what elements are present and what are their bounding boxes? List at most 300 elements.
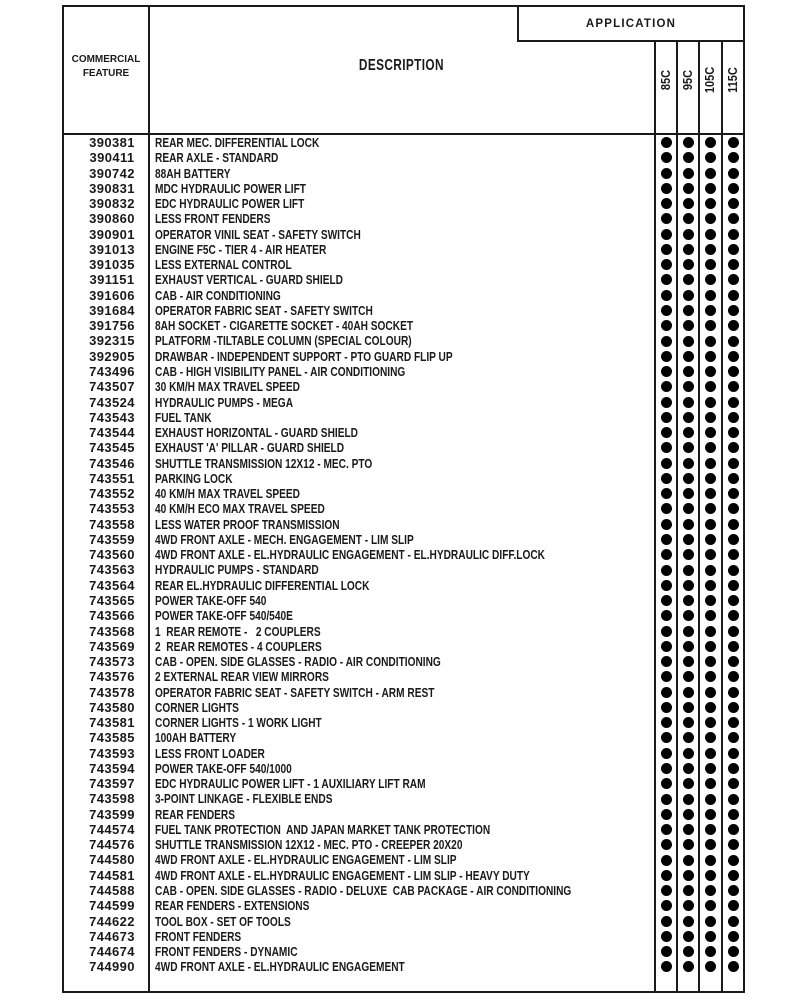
application-dot [728,595,739,606]
feature-code: 743594 [89,760,135,776]
application-dot [661,427,672,438]
application-dot [705,885,716,896]
application-dot [728,473,739,484]
table-row [64,242,743,257]
feature-code: 743553 [89,501,135,517]
application-dot [661,274,672,285]
application-dot [661,626,672,637]
application-dot [728,702,739,713]
application-dot [661,641,672,652]
application-dot [661,473,672,484]
feature-code: 744588 [89,883,135,899]
application-dot [705,198,716,209]
application-dot [705,137,716,148]
feature-code: 391013 [89,241,135,257]
application-dot [661,595,672,606]
application-dot [683,381,694,392]
table-row [64,425,743,440]
feature-code: 743585 [89,730,135,746]
application-dot [683,885,694,896]
application-dot [705,626,716,637]
application-dot [661,900,672,911]
application-dot [705,748,716,759]
application-dot [683,442,694,453]
table-row [64,471,743,486]
application-dot [705,152,716,163]
feature-code: 391151 [89,272,135,288]
application-dot [683,610,694,621]
feature-code: 391756 [89,318,135,334]
application-dot [728,626,739,637]
application-dot [728,961,739,972]
application-dot [728,336,739,347]
application-dot [728,687,739,698]
application-dot [683,565,694,576]
feature-code: 392905 [89,348,135,364]
application-dot [683,931,694,942]
feature-code: 743576 [89,669,135,685]
feature-description: SHUTTLE TRANSMISSION 12X12 - MEC. PTO [155,455,373,471]
application-dot [683,961,694,972]
feature-code: 743593 [89,745,135,761]
application-dot [705,809,716,820]
application-dot [683,412,694,423]
application-dot [705,351,716,362]
table-row [64,593,743,608]
commercial-feature-header [64,52,148,80]
table-row [64,852,743,867]
features-table [62,5,745,993]
feature-code: 390832 [89,196,135,212]
feature-description: HYDRAULIC PUMPS - MEGA [155,394,294,410]
application-dot [728,320,739,331]
application-dot [705,778,716,789]
feature-description: 4WD FRONT AXLE - EL.HYDRAULIC ENGAGEMENT - LIM SLIP [155,852,457,868]
application-dot [705,473,716,484]
application-dot [705,794,716,805]
feature-code: 390411 [89,150,135,166]
table-row [64,288,743,303]
feature-code: 743496 [89,363,135,379]
application-dot [705,244,716,255]
application-dot [661,702,672,713]
application-dot [705,855,716,866]
application-dot [683,946,694,957]
table-row [64,959,743,974]
application-dot [683,320,694,331]
table-row [64,486,743,501]
application-dot [661,671,672,682]
application-dot [683,702,694,713]
application-dot [728,351,739,362]
application-dot [728,458,739,469]
application-dot [683,183,694,194]
description-header-cell [150,7,652,125]
application-dot [705,961,716,972]
application-dot [683,274,694,285]
application-dot [661,931,672,942]
application-dot [683,687,694,698]
application-dot [661,168,672,179]
table-row [64,410,743,425]
application-dot [661,763,672,774]
table-row [64,349,743,364]
application-dot [705,916,716,927]
application-dot [661,534,672,545]
table-row [64,746,743,761]
application-dot [728,839,739,850]
table-row [64,501,743,516]
application-dot [705,931,716,942]
application-dot [661,809,672,820]
description-header-label: DESCRIPTION [358,57,444,74]
feature-code: 743552 [89,486,135,502]
application-dot [661,366,672,377]
application-dot [683,656,694,667]
application-dot [683,778,694,789]
feature-code: 743573 [89,654,135,670]
feature-code: 743544 [89,425,135,441]
application-dot [728,580,739,591]
feature-description: EXHAUST VERTICAL - GUARD SHIELD [155,272,343,288]
feature-code: 743545 [89,440,135,456]
table-row [64,272,743,287]
application-dot [728,610,739,621]
application-dot [705,259,716,270]
table-row [64,868,743,883]
application-dot [661,488,672,499]
table-row [64,883,743,898]
application-dot [728,519,739,530]
application-dot [705,839,716,850]
application-dot [728,259,739,270]
application-dot [728,748,739,759]
application-dot [705,549,716,560]
feature-description: OPERATOR FABRIC SEAT - SAFETY SWITCH [155,302,373,318]
application-dot [683,809,694,820]
application-header-label: APPLICATION [585,17,677,30]
application-dot [705,763,716,774]
application-dot [705,702,716,713]
application-dot [661,442,672,453]
application-dot [661,549,672,560]
model-column-label-105c: 105C [703,66,717,94]
application-dot [728,732,739,743]
feature-description: LESS WATER PROOF TRANSMISSION [155,516,340,532]
table-row [64,914,743,929]
application-dot [705,687,716,698]
feature-code: 743559 [89,531,135,547]
feature-description: SHUTTLE TRANSMISSION 12X12 - MEC. PTO - CREEPER 20X20 [155,837,463,853]
feature-description: POWER TAKE-OFF 540/1000 [155,760,292,776]
application-dot [661,732,672,743]
application-dot [705,213,716,224]
application-dot [728,916,739,927]
table-row [64,181,743,196]
application-dot [683,213,694,224]
application-dot [728,412,739,423]
feature-code: 744581 [89,867,135,883]
feature-code: 390831 [89,180,135,196]
application-dot [705,412,716,423]
feature-code: 743578 [89,684,135,700]
application-dot [728,656,739,667]
table-row [64,807,743,822]
feature-description: 4WD FRONT AXLE - MECH. ENGAGEMENT - LIM SLIP [155,531,414,547]
feature-description: EXHAUST HORIZONTAL - GUARD SHIELD [155,425,358,441]
application-dot [705,732,716,743]
feature-code: 743543 [89,409,135,425]
table-row [64,761,743,776]
application-dot [661,320,672,331]
application-dot [683,366,694,377]
application-dot [728,778,739,789]
application-dot [683,900,694,911]
application-dot [728,198,739,209]
application-dot [728,855,739,866]
application-dot [728,946,739,957]
commercial-feature-header-line1: COMMERCIAL [71,53,141,65]
feature-description: 3-POINT LINKAGE - FLEXIBLE ENDS [155,791,333,807]
feature-description: FRONT FENDERS - DYNAMIC [155,944,298,960]
application-dot [683,855,694,866]
application-dot [728,870,739,881]
table-row [64,944,743,959]
application-dot [683,839,694,850]
model-column-label-115c: 115C [726,67,740,93]
application-dot [728,641,739,652]
application-dot [728,381,739,392]
application-dot [705,534,716,545]
feature-description: LESS FRONT LOADER [155,745,265,761]
feature-description: FUEL TANK PROTECTION AND JAPAN MARKET TANK PROTECTION [155,821,491,837]
table-row [64,685,743,700]
application-dot [705,290,716,301]
feature-description: EDC HYDRAULIC POWER LIFT [155,196,305,212]
application-dot [705,366,716,377]
application-dot [705,427,716,438]
application-dot [728,565,739,576]
feature-description: OPERATOR FABRIC SEAT - SAFETY SWITCH - ARM REST [155,684,435,700]
application-dot [683,168,694,179]
application-dot [705,900,716,911]
feature-description: 30 KM/H MAX TRAVEL SPEED [155,379,300,395]
application-dot [705,656,716,667]
application-dot [683,198,694,209]
application-dot [683,549,694,560]
feature-description: 100AH BATTERY [155,730,237,746]
application-dot [705,671,716,682]
application-dot [705,870,716,881]
feature-description: CAB - OPEN. SIDE GLASSES - RADIO - DELUXE CAB PACKAGE - AIR CONDITIONING [155,883,572,899]
application-dot [661,961,672,972]
feature-code: 743546 [89,455,135,471]
feature-code: 390381 [89,135,135,150]
feature-code: 743560 [89,547,135,563]
table-row [64,669,743,684]
application-dot [728,137,739,148]
feature-code: 744576 [89,837,135,853]
table-row [64,624,743,639]
feature-code: 390860 [89,211,135,227]
application-dot [683,244,694,255]
application-dot [683,794,694,805]
feature-code: 743599 [89,806,135,822]
application-dot [728,168,739,179]
table-row [64,532,743,547]
feature-code: 744574 [89,821,135,837]
feature-description: ENGINE F5C - TIER 4 - AIR HEATER [155,241,327,257]
application-dot [661,717,672,728]
application-dot [728,305,739,316]
feature-description: DRAWBAR - INDEPENDENT SUPPORT - PTO GUARD FLIP UP [155,348,453,364]
table-row [64,715,743,730]
application-dot [683,473,694,484]
application-dot [728,229,739,240]
application-dot [661,748,672,759]
feature-code: 743598 [89,791,135,807]
application-dot [661,336,672,347]
application-dot [728,442,739,453]
application-dot [728,503,739,514]
application-dot [661,458,672,469]
application-dot [728,534,739,545]
feature-description: OPERATOR VINIL SEAT - SAFETY SWITCH [155,226,361,242]
feature-description: LESS EXTERNAL CONTROL [155,257,292,273]
feature-description: CAB - AIR CONDITIONING [155,287,281,303]
feature-code: 391606 [89,287,135,303]
table-row [64,562,743,577]
application-dot [661,305,672,316]
feature-description: POWER TAKE-OFF 540 [155,592,267,608]
feature-description: CAB - OPEN. SIDE GLASSES - RADIO - AIR CONDITIONING [155,654,441,670]
application-dot [661,778,672,789]
application-dot [728,794,739,805]
table-row [64,166,743,181]
feature-description: REAR FENDERS [155,806,236,822]
application-dot [728,809,739,820]
application-dot [683,580,694,591]
feature-description: 2 EXTERNAL REAR VIEW MIRRORS [155,669,329,685]
feature-description: HYDRAULIC PUMPS - STANDARD [155,562,319,578]
application-dot [683,488,694,499]
feature-code: 743507 [89,379,135,395]
application-dot [705,488,716,499]
application-dot [661,381,672,392]
application-dot [728,931,739,942]
table-row [64,837,743,852]
model-column-label-95c: 95C [681,69,695,91]
table-row [64,700,743,715]
feature-description: CORNER LIGHTS [155,699,239,715]
feature-code: 743580 [89,699,135,715]
table-row [64,135,743,150]
table-row [64,318,743,333]
application-dot [728,290,739,301]
table-row [64,547,743,562]
feature-description: 4WD FRONT AXLE - EL.HYDRAULIC ENGAGEMENT - EL.HYDRAULIC DIFF.LOCK [155,547,546,563]
feature-code: 743565 [89,592,135,608]
application-dot [661,259,672,270]
application-dot [705,183,716,194]
feature-code: 744580 [89,852,135,868]
application-dot [728,244,739,255]
application-dot [728,885,739,896]
feature-code: 744673 [89,928,135,944]
model-column-label-85c: 85C [659,69,673,91]
application-dot [661,137,672,148]
application-dot [728,213,739,224]
application-dot [661,152,672,163]
application-dot [683,427,694,438]
application-dot [683,152,694,163]
feature-code: 743568 [89,623,135,639]
application-dot [728,488,739,499]
application-dot [728,152,739,163]
application-dot [728,671,739,682]
table-row [64,303,743,318]
feature-code: 744674 [89,944,135,960]
table-row [64,227,743,242]
application-dot [683,748,694,759]
feature-description: CORNER LIGHTS - 1 WORK LIGHT [155,715,322,731]
application-dot [705,565,716,576]
application-dot [661,351,672,362]
table-row [64,639,743,654]
table-row [64,379,743,394]
feature-description: REAR EL.HYDRAULIC DIFFERENTIAL LOCK [155,577,370,593]
application-dot [705,229,716,240]
feature-code: 743581 [89,715,135,731]
application-dot [661,565,672,576]
feature-code: 392315 [89,333,135,349]
application-dot [728,397,739,408]
feature-description: 1 REAR REMOTE - 2 COUPLERS [155,623,321,639]
application-dot [705,946,716,957]
application-dot [683,671,694,682]
application-dot [728,900,739,911]
application-dot [661,794,672,805]
table-row [64,791,743,806]
application-dot [661,824,672,835]
table-row [64,395,743,410]
feature-code: 743558 [89,516,135,532]
feature-description: POWER TAKE-OFF 540/540E [155,608,293,624]
feature-code: 390742 [89,165,135,181]
feature-description: PLATFORM -TILTABLE COLUMN (SPECIAL COLOUR) [155,333,412,349]
feature-description: 88AH BATTERY [155,165,231,181]
table-row [64,929,743,944]
feature-description: REAR FENDERS - EXTENSIONS [155,898,310,914]
application-dot [683,229,694,240]
feature-description: FRONT FENDERS [155,928,242,944]
application-dot [683,137,694,148]
application-dot [661,580,672,591]
application-dot [705,168,716,179]
feature-description: 40 KM/H ECO MAX TRAVEL SPEED [155,501,325,517]
feature-description: PARKING LOCK [155,470,233,486]
feature-code: 390901 [89,226,135,242]
application-dot [705,274,716,285]
table-row [64,654,743,669]
application-dot [683,763,694,774]
feature-description: REAR AXLE - STANDARD [155,150,279,166]
application-dot [661,855,672,866]
application-dot [705,519,716,530]
application-dot [705,824,716,835]
table-row [64,822,743,837]
feature-description: EXHAUST 'A' PILLAR - GUARD SHIELD [155,440,345,456]
